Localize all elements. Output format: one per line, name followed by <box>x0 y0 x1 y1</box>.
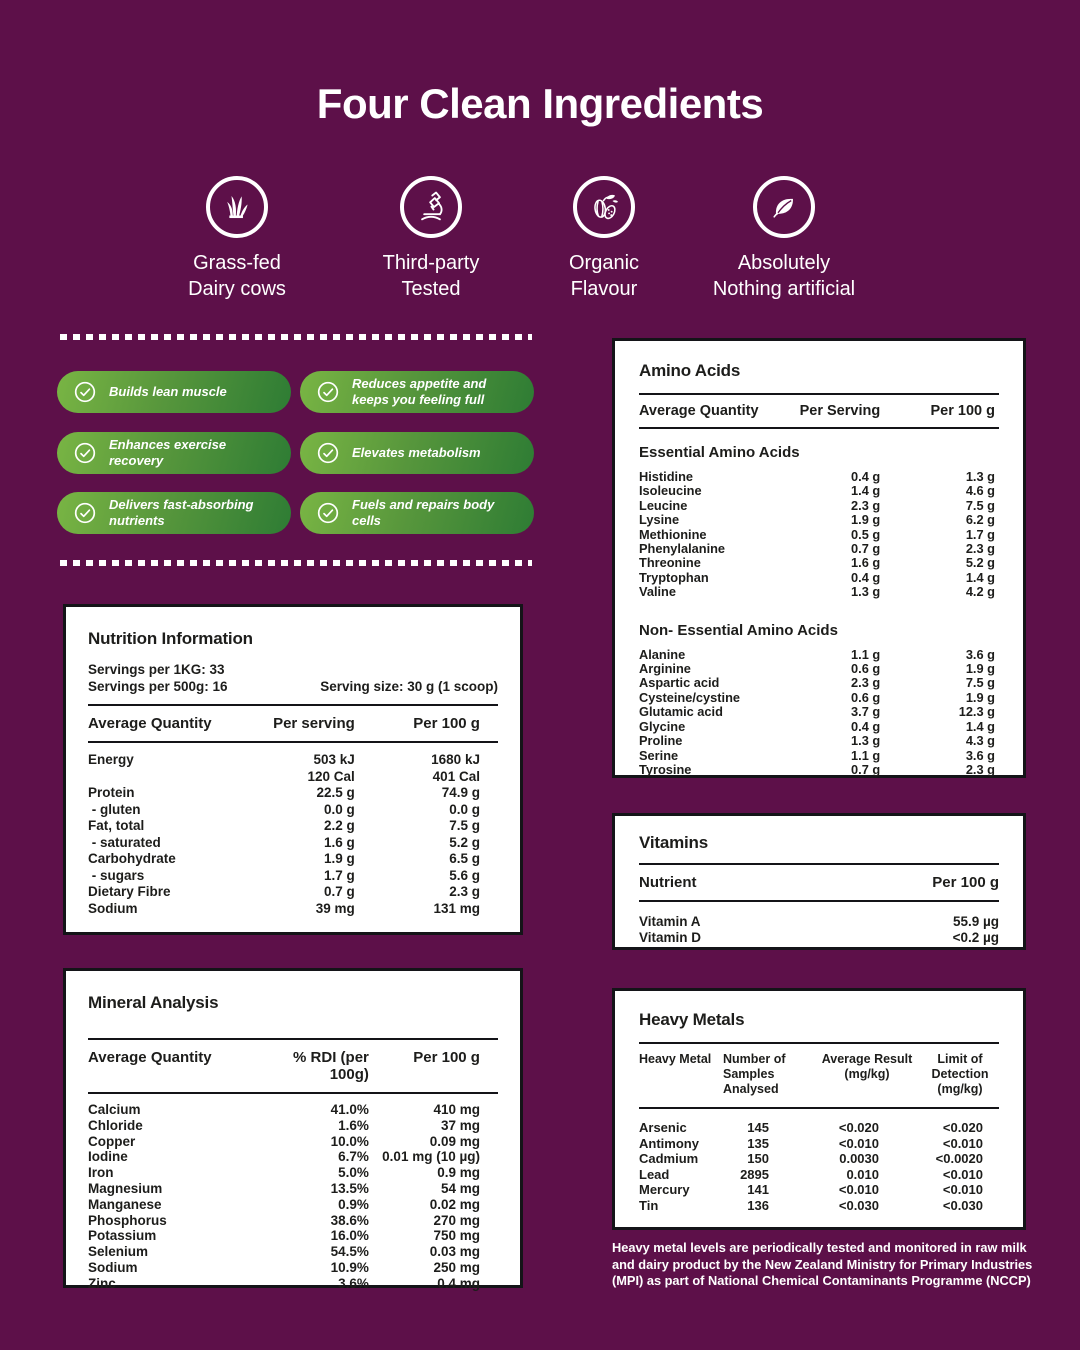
row-rdi: 16.0% <box>330 1228 369 1244</box>
row-per-100g: 5.2 g <box>965 555 995 571</box>
row-per-100g: 4.6 g <box>965 483 995 499</box>
row-name: Carbohydrate <box>88 851 176 866</box>
row-per-serving: 39 mg <box>315 900 355 916</box>
row-rdi: 10.0% <box>330 1133 369 1149</box>
feature-label-line1: Absolutely <box>737 252 831 274</box>
row-name: Manganese <box>88 1196 162 1212</box>
table-row <box>88 1276 498 1292</box>
row-name: Zinc <box>88 1275 116 1291</box>
col-header-average-quantity: Average Quantity <box>88 1049 212 1066</box>
heavy-metals-table-header <box>639 1044 999 1107</box>
row-per-serving: 0.6 g <box>851 689 881 705</box>
row-name: Copper <box>88 1133 136 1149</box>
row-per-100g: 1.9 g <box>965 689 995 705</box>
nutrition-table-header <box>88 706 498 741</box>
benefit-badge <box>300 432 534 474</box>
table-row <box>639 734 999 748</box>
row-per-serving: 0.7 g <box>324 884 355 899</box>
dotted-divider-bottom <box>60 560 532 566</box>
row-per-100g: 2.3 g <box>965 541 995 557</box>
vitamins-table-body <box>639 914 999 946</box>
check-icon <box>316 441 340 465</box>
row-per-100g: 7.5 g <box>965 675 995 691</box>
row-name: Magnesium <box>88 1180 163 1196</box>
table-row <box>639 1182 999 1198</box>
col-header-average-quantity: Average Quantity <box>88 715 212 732</box>
essential-amino-table <box>639 470 999 600</box>
row-per-serving: 1.4 g <box>851 483 881 499</box>
row-per-serving: 1.9 g <box>851 512 881 528</box>
vitamins-title: Vitamins <box>639 833 708 852</box>
row-per-100g: 1.9 g <box>965 661 995 677</box>
divider <box>639 900 999 902</box>
feature-label-line1: Third-party <box>382 252 480 274</box>
row-per-serving: 0.4 g <box>851 569 881 585</box>
row-per-100g: 55.9 µg <box>952 914 999 929</box>
row-per-100g: 74.9 g <box>441 785 480 800</box>
row-per-serving: 2.2 g <box>324 818 355 833</box>
table-row <box>88 1228 498 1244</box>
essential-amino-acids-heading: Essential Amino Acids <box>639 444 800 461</box>
benefit-label: Reduces appetite and keeps you feeling full <box>352 376 487 407</box>
row-name: Threonine <box>639 555 701 571</box>
row-name: Aspartic acid <box>639 675 720 691</box>
row-name: Calcium <box>88 1102 141 1117</box>
feature-label <box>188 250 286 302</box>
heavy-metals-table-body <box>639 1120 999 1213</box>
row-rdi: 3.6% <box>338 1275 369 1291</box>
table-row <box>88 1197 498 1213</box>
row-name: Vitamin A <box>639 914 701 929</box>
grass-icon <box>220 190 254 224</box>
row-per-100g: 1.4 g <box>965 569 995 585</box>
table-row <box>88 1181 498 1197</box>
row-samples: 141 <box>747 1182 769 1197</box>
row-per-100g: 12.3 g <box>958 704 995 720</box>
row-rdi: 0.9% <box>338 1196 369 1212</box>
row-average-result: 0.010 <box>846 1166 879 1182</box>
benefit-badge <box>300 492 534 534</box>
row-per-serving: 1.3 g <box>851 584 881 600</box>
microscope-icon <box>400 176 462 238</box>
row-samples: 135 <box>747 1135 769 1151</box>
table-row <box>88 868 498 885</box>
row-metal: Mercury <box>639 1182 690 1197</box>
table-row <box>639 1136 999 1152</box>
row-per-100g: 5.2 g <box>449 834 480 850</box>
table-row <box>639 528 999 542</box>
row-name: Alanine <box>639 646 686 662</box>
row-metal: Lead <box>639 1166 670 1182</box>
row-per-serving: 2.3 g <box>851 675 881 691</box>
col-header-heavy-metal: Heavy Metal <box>639 1052 712 1066</box>
benefit-label: Enhances exercise recovery <box>109 437 227 468</box>
table-row <box>88 1149 498 1165</box>
benefit-badge <box>57 432 291 474</box>
row-average-result: <0.020 <box>838 1120 879 1135</box>
row-average-result: <0.010 <box>838 1182 879 1197</box>
row-per-100g: 131 mg <box>433 900 480 916</box>
row-name: Histidine <box>639 469 694 484</box>
feature-label <box>383 250 480 302</box>
row-limit-detection: <0.0020 <box>935 1151 983 1166</box>
row-per-100g: 250 mg <box>433 1259 480 1275</box>
benefit-label: Builds lean muscle <box>109 384 227 399</box>
row-name: Chloride <box>88 1117 143 1133</box>
feature-label-line2: Flavour <box>570 278 638 300</box>
row-name: Dietary Fibre <box>88 884 171 899</box>
divider <box>88 741 498 743</box>
check-icon <box>316 501 340 525</box>
row-per-100g: 3.6 g <box>965 646 995 662</box>
row-metal: Arsenic <box>639 1120 687 1135</box>
row-per-100g: 410 mg <box>433 1102 480 1117</box>
feature-label-line2: Dairy cows <box>188 278 286 300</box>
table-row <box>639 763 999 777</box>
col-header-per-100g: Per 100 g <box>930 403 995 419</box>
col-header-per-serving: Per Serving <box>799 403 881 419</box>
table-row <box>88 1134 498 1150</box>
row-name: Glutamic acid <box>639 704 723 720</box>
row-per-100g: 0.4 mg <box>437 1275 480 1291</box>
vitamins-card <box>612 813 1026 950</box>
row-per-100g: 401 Cal <box>432 768 480 784</box>
row-average-result: 0.0030 <box>839 1151 879 1166</box>
check-icon <box>73 380 97 404</box>
table-row <box>639 720 999 734</box>
table-row <box>639 499 999 513</box>
table-row <box>88 1244 498 1260</box>
row-per-serving: 0.4 g <box>851 718 881 734</box>
check-icon <box>316 380 340 404</box>
row-per-100g: 750 mg <box>433 1228 480 1244</box>
row-name: Fat, total <box>88 818 145 833</box>
row-per-serving: 1.6 g <box>851 555 881 571</box>
nutrition-information-card <box>63 604 523 935</box>
row-limit-detection: <0.030 <box>942 1197 983 1213</box>
row-per-100g: 6.5 g <box>449 851 480 866</box>
col-header-per-100g: Per 100 g <box>413 715 480 732</box>
row-name: Leucine <box>639 497 688 513</box>
amino-table-header <box>639 395 999 427</box>
table-row <box>639 914 999 930</box>
row-per-serving: 1.6 g <box>324 834 355 850</box>
row-limit-detection: <0.010 <box>942 1182 983 1197</box>
check-icon <box>73 501 97 525</box>
servings-block <box>88 661 498 695</box>
row-name: Arginine <box>639 661 691 677</box>
row-name: Tyrosine <box>639 761 692 777</box>
table-row <box>88 1118 498 1134</box>
row-name: Potassium <box>88 1228 157 1244</box>
row-rdi: 1.6% <box>338 1117 369 1133</box>
row-samples: 150 <box>747 1151 769 1166</box>
row-samples: 2895 <box>740 1166 769 1182</box>
feature-label-line2: Tested <box>401 278 461 300</box>
row-per-serving: 0.5 g <box>851 526 881 542</box>
table-row <box>639 513 999 527</box>
row-name: Energy <box>88 752 134 767</box>
amino-title: Amino Acids <box>639 361 741 380</box>
row-per-serving: 1.1 g <box>851 747 881 763</box>
row-metal: Antimony <box>639 1135 699 1151</box>
amino-acids-card <box>612 338 1026 778</box>
non-essential-amino-acids-heading: Non- Essential Amino Acids <box>639 621 838 639</box>
col-header-samples: Number of Samples Analysed <box>723 1052 786 1096</box>
row-name: - sugars <box>88 867 145 883</box>
row-per-100g: 6.2 g <box>965 512 995 528</box>
col-header-rdi: % RDI (per 100g) <box>293 1049 369 1083</box>
row-name: Iron <box>88 1165 114 1181</box>
row-per-serving: 0.0 g <box>324 801 355 817</box>
row-per-serving: 1.7 g <box>324 867 355 883</box>
row-per-100g: 3.6 g <box>965 747 995 763</box>
row-name: Valine <box>639 584 676 600</box>
col-header-per-100g: Per 100 g <box>932 874 999 891</box>
row-per-serving: 1.9 g <box>324 851 355 866</box>
table-row <box>639 484 999 498</box>
table-row <box>639 930 999 946</box>
row-samples: 145 <box>747 1120 769 1135</box>
table-row <box>88 884 498 901</box>
table-row <box>88 818 498 835</box>
table-row <box>88 1102 498 1118</box>
row-per-serving: 120 Cal <box>307 768 355 784</box>
row-name: Cysteine/cystine <box>639 689 741 705</box>
non-essential-amino-table <box>639 648 999 778</box>
row-per-100g: 0.09 mg <box>429 1133 480 1149</box>
nutrition-table-body <box>88 752 498 917</box>
row-name: Iodine <box>88 1149 128 1165</box>
row-per-100g: 2.3 g <box>449 884 480 899</box>
row-per-serving: 0.7 g <box>851 761 881 777</box>
row-name: Phenylalanine <box>639 541 726 557</box>
divider <box>639 427 999 429</box>
row-per-serving: 1.1 g <box>851 646 881 662</box>
row-per-100g: 1.3 g <box>965 469 995 484</box>
servings-per-1kg: Servings per 1KG: 33 <box>88 662 225 677</box>
row-per-100g: 5.6 g <box>449 867 480 883</box>
row-per-100g: 7.5 g <box>965 497 995 513</box>
table-row <box>88 835 498 852</box>
row-per-100g: 37 mg <box>440 1117 480 1133</box>
table-row <box>639 749 999 763</box>
table-row <box>639 662 999 676</box>
row-per-100g: 0.0 g <box>449 801 480 817</box>
table-row <box>639 676 999 690</box>
row-limit-detection: <0.010 <box>942 1135 983 1151</box>
grass-icon <box>206 176 268 238</box>
row-average-result: <0.030 <box>838 1197 879 1213</box>
feature-grass-fed <box>127 176 347 302</box>
table-row <box>88 851 498 868</box>
row-name: - gluten <box>88 801 141 817</box>
table-row <box>639 1151 999 1167</box>
row-per-serving: 0.4 g <box>851 469 881 484</box>
page-title: Four Clean Ingredients <box>316 80 764 127</box>
table-row <box>88 785 498 802</box>
row-name <box>88 769 260 786</box>
row-per-100g: 1680 kJ <box>431 752 480 767</box>
table-row <box>639 1198 999 1214</box>
row-name: Sodium <box>88 900 138 916</box>
servings-per-500g: Servings per 500g: 16 <box>88 679 228 694</box>
row-per-100g: 0.03 mg <box>429 1244 480 1260</box>
mineral-table-header <box>88 1040 498 1092</box>
table-row <box>88 769 498 786</box>
table-row <box>639 571 999 585</box>
row-limit-detection: <0.020 <box>942 1120 983 1135</box>
table-row <box>639 1120 999 1136</box>
table-row <box>639 556 999 570</box>
row-name: Sodium <box>88 1259 138 1275</box>
row-average-result: <0.010 <box>838 1135 879 1151</box>
feature-nothing-artificial <box>674 176 894 302</box>
row-per-100g: 1.4 g <box>965 718 995 734</box>
row-name: - saturated <box>88 834 161 850</box>
feature-label <box>713 250 855 302</box>
table-row <box>639 542 999 556</box>
row-samples: 136 <box>747 1197 769 1213</box>
col-header-average-result: Average Result (mg/kg) <box>821 1052 913 1081</box>
heavy-metals-title: Heavy Metals <box>639 1010 745 1029</box>
nutrition-title: Nutrition Information <box>88 629 253 648</box>
table-row <box>639 648 999 662</box>
mineral-analysis-card <box>63 968 523 1291</box>
row-per-serving: 3.7 g <box>851 704 881 720</box>
row-per-100g: 4.3 g <box>965 733 995 749</box>
row-metal: Tin <box>639 1197 659 1213</box>
table-row <box>88 752 498 769</box>
table-row <box>88 1165 498 1181</box>
table-row <box>88 802 498 819</box>
row-per-serving: 503 kJ <box>313 752 355 767</box>
row-name: Isoleucine <box>639 483 702 499</box>
feature-label <box>569 250 639 302</box>
col-header-average-quantity: Average Quantity <box>639 403 759 419</box>
leaf-icon <box>767 190 801 224</box>
row-per-100g: 2.3 g <box>965 761 995 777</box>
table-row <box>88 901 498 918</box>
row-per-serving: 2.3 g <box>851 497 881 513</box>
col-header-nutrient: Nutrient <box>639 874 697 891</box>
row-rdi: 41.0% <box>330 1102 369 1117</box>
feature-label-line1: Grass-fed <box>193 252 281 274</box>
serving-size: Serving size: 30 g (1 scoop) <box>320 679 498 694</box>
table-row <box>639 585 999 599</box>
col-header-per-100g: Per 100 g <box>413 1049 480 1066</box>
table-row <box>639 691 999 705</box>
feature-label-line1: Organic <box>568 252 640 274</box>
row-name: Proline <box>639 733 683 749</box>
benefit-badge <box>300 371 534 413</box>
row-rdi: 10.9% <box>330 1259 369 1275</box>
row-per-100g: 0.9 mg <box>437 1165 480 1181</box>
microscope-icon <box>414 190 448 224</box>
benefit-label: Elevates metabolism <box>352 445 481 460</box>
row-per-100g: 1.7 g <box>965 526 995 542</box>
row-per-serving: 1.3 g <box>851 733 881 749</box>
row-name: Selenium <box>88 1244 149 1260</box>
benefit-label: Fuels and repairs body cells <box>352 497 495 528</box>
vitamins-table-header <box>639 865 999 900</box>
cacao-icon <box>573 176 635 238</box>
dotted-divider-top <box>60 334 532 340</box>
table-row <box>639 1167 999 1183</box>
row-limit-detection: <0.010 <box>942 1166 983 1182</box>
check-icon <box>73 441 97 465</box>
row-per-serving: 0.7 g <box>851 541 881 557</box>
row-rdi: 5.0% <box>338 1165 369 1181</box>
benefit-badge <box>57 492 291 534</box>
table-row <box>88 1213 498 1229</box>
row-rdi: 38.6% <box>330 1212 369 1228</box>
row-name: Serine <box>639 747 679 763</box>
row-per-100g: 270 mg <box>433 1212 480 1228</box>
row-name: Lysine <box>639 512 680 528</box>
row-name: Protein <box>88 785 135 800</box>
mineral-table-body <box>88 1102 498 1292</box>
table-row <box>88 1260 498 1276</box>
row-name: Tryptophan <box>639 569 709 585</box>
table-row <box>639 705 999 719</box>
row-metal: Cadmium <box>639 1151 699 1166</box>
row-name: Glycine <box>639 718 686 734</box>
row-name: Methionine <box>639 526 707 542</box>
row-rdi: 6.7% <box>338 1149 369 1165</box>
row-per-serving: 0.6 g <box>851 661 881 677</box>
row-name: Vitamin D <box>639 930 702 945</box>
divider <box>639 1107 999 1109</box>
row-per-100g: 0.02 mg <box>429 1196 480 1212</box>
row-per-100g: 7.5 g <box>449 818 480 833</box>
feature-label-line2: Nothing artificial <box>712 278 856 300</box>
row-per-serving: 22.5 g <box>316 785 355 800</box>
row-rdi: 13.5% <box>330 1180 369 1196</box>
row-per-100g: 0.01 mg (10 µg) <box>382 1149 480 1165</box>
col-header-limit-detection: Limit of Detection (mg/kg) <box>931 1052 989 1096</box>
row-rdi: 54.5% <box>330 1244 369 1260</box>
row-per-100g: 4.2 g <box>965 584 995 600</box>
heavy-metals-footnote: Heavy metal levels are periodically tested and monitored in raw milk and dairy product by the New Zealand Ministry for Primary Industries (MPI) as part of National Chemical Contaminants Programme (NCCP) <box>612 1240 1033 1288</box>
cacao-icon <box>587 190 621 224</box>
mineral-title: Mineral Analysis <box>88 993 219 1012</box>
heavy-metals-card <box>612 988 1026 1230</box>
benefit-label: Delivers fast-absorbing nutrients <box>109 497 254 528</box>
table-row <box>639 470 999 484</box>
divider <box>88 1092 498 1094</box>
row-per-100g: <0.2 µg <box>952 930 999 945</box>
col-header-per-serving: Per serving <box>273 715 355 732</box>
row-per-100g: 54 mg <box>440 1180 480 1196</box>
leaf-icon <box>753 176 815 238</box>
row-name: Phosphorus <box>88 1212 167 1228</box>
benefit-badge <box>57 371 291 413</box>
